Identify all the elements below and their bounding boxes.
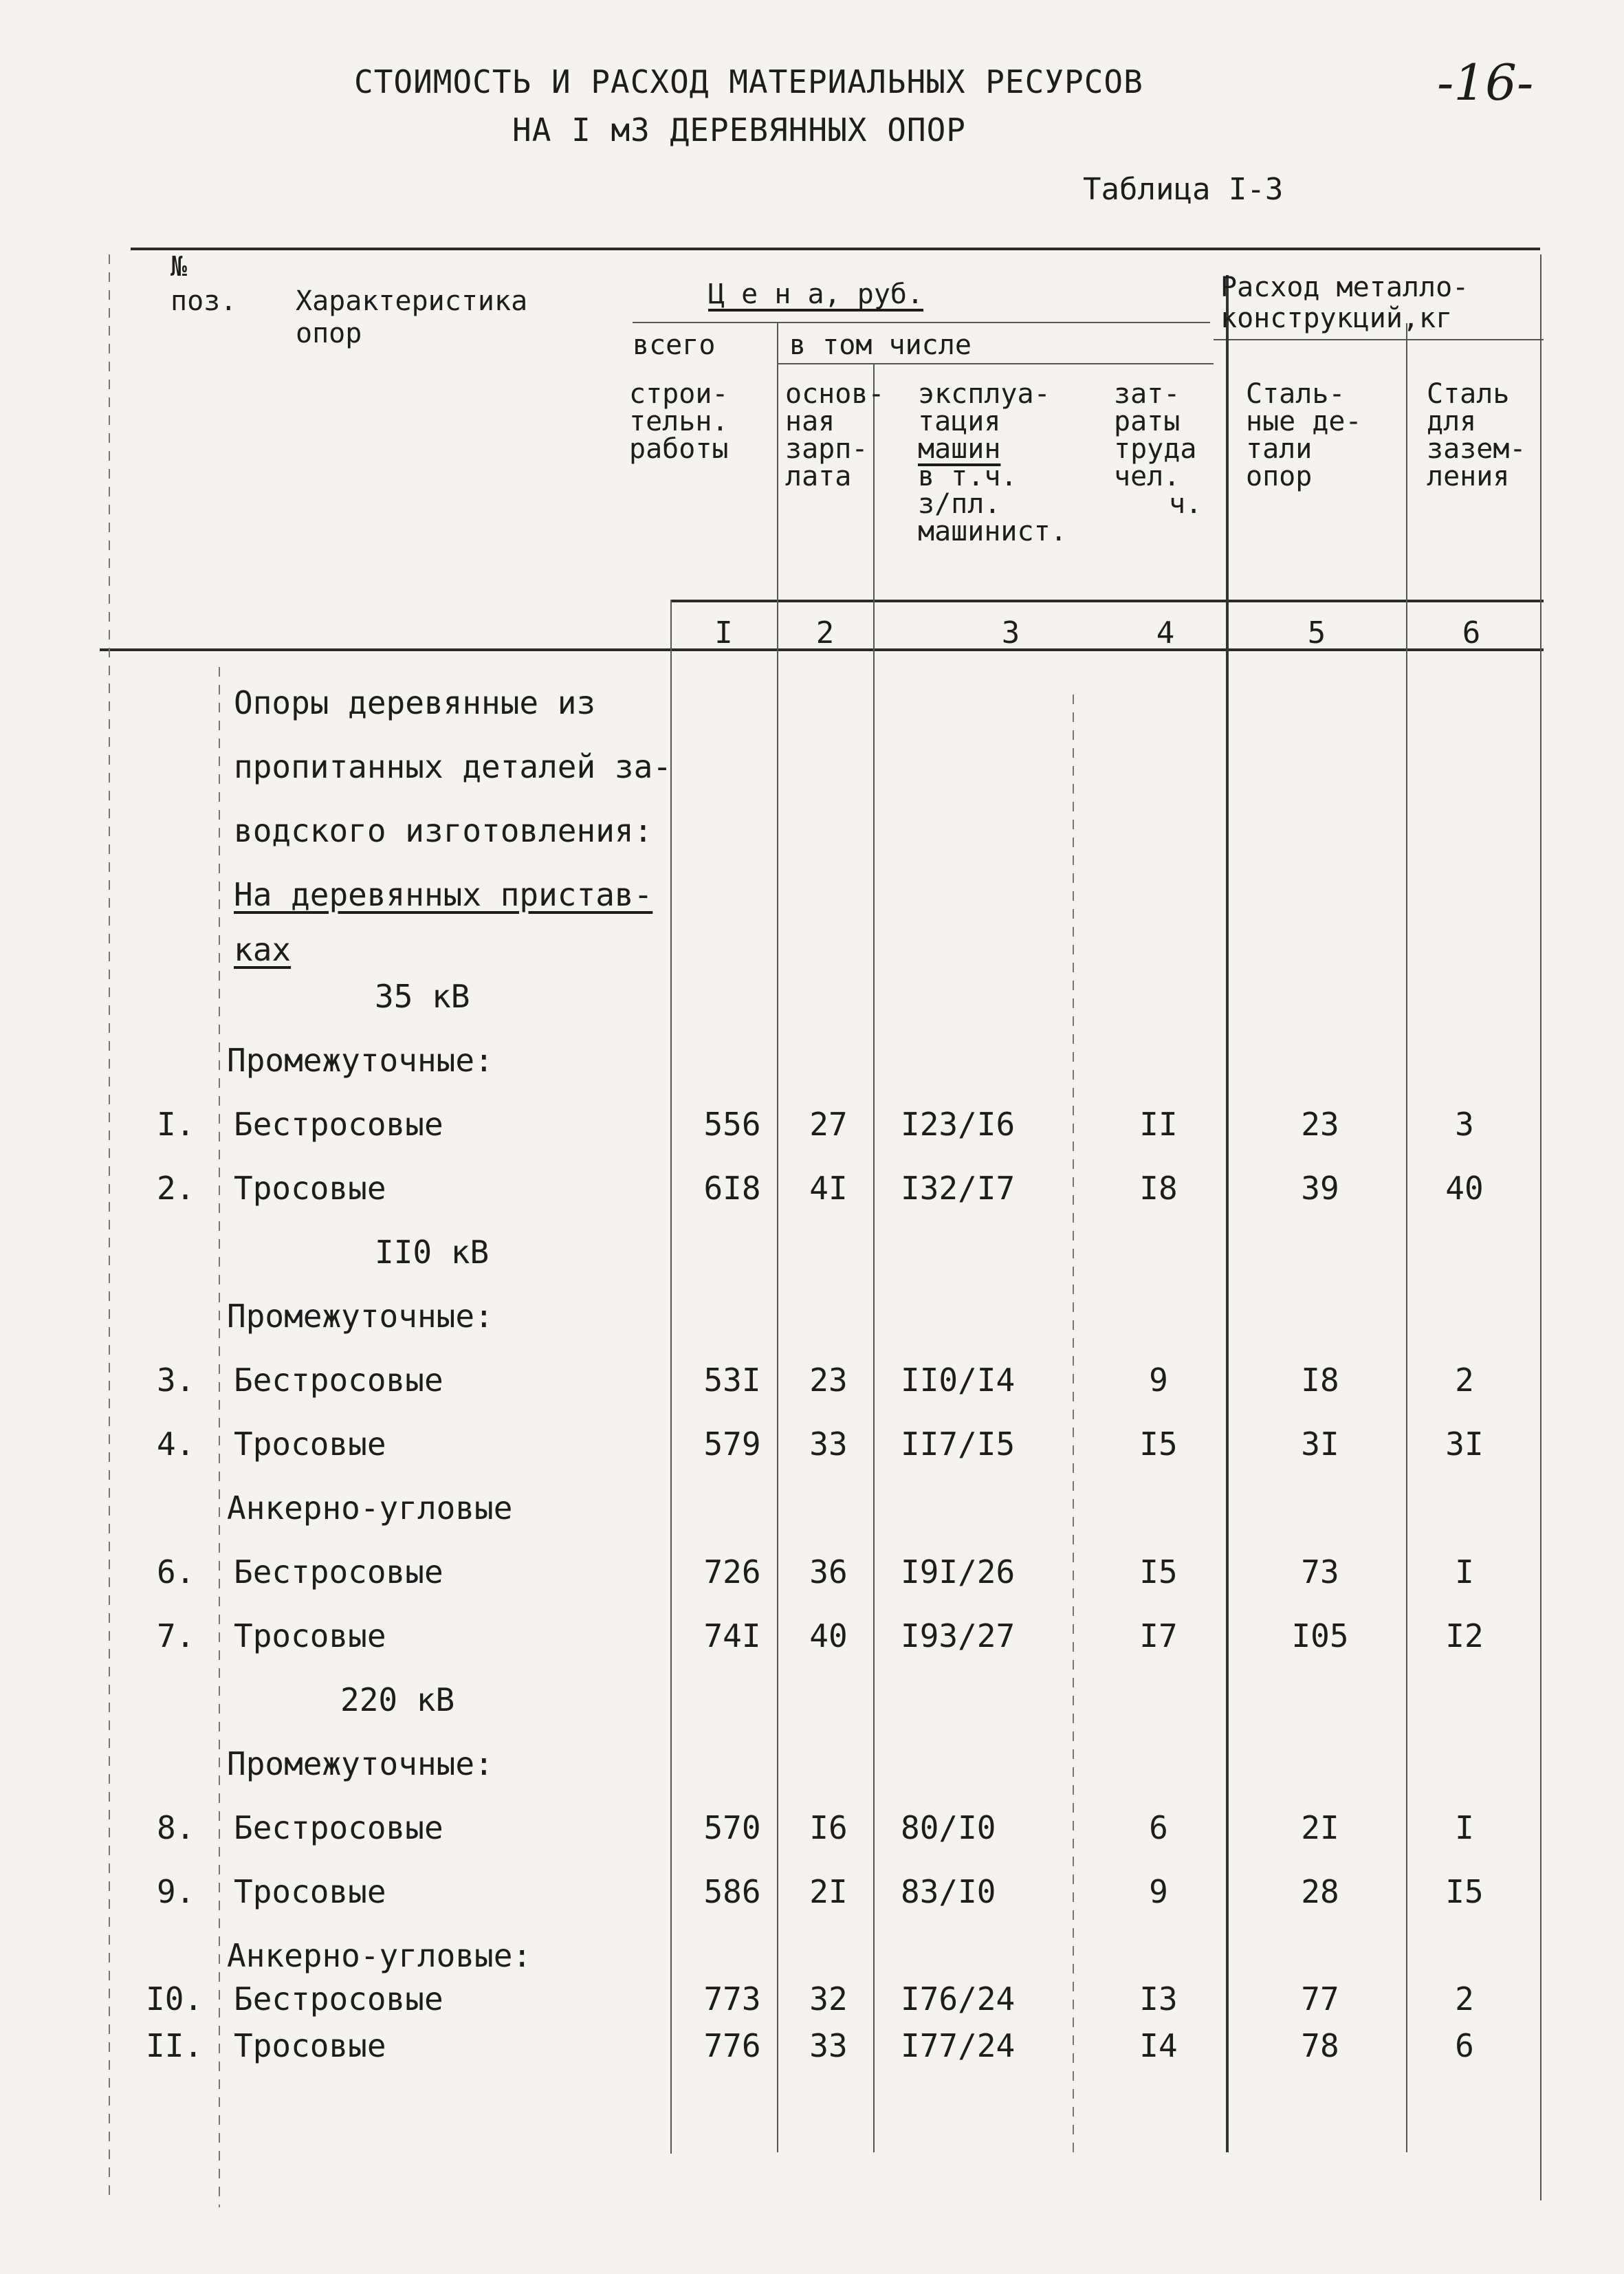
section-110kv: II0 кВ	[375, 1234, 490, 1271]
header-price: Ц е н а, руб.	[708, 278, 924, 310]
column-number-3: 3	[1001, 615, 1020, 651]
header-c3-a: эксплуа-	[918, 378, 1051, 410]
row-pos: I0.	[146, 1980, 204, 2018]
header-c3-b: тация	[918, 406, 1001, 437]
intro-line-4: На деревянных пристав-	[234, 876, 653, 913]
document-title-line1: СТОИМОСТЬ И РАСХОД МАТЕРИАЛЬНЫХ РЕСУРСОВ	[354, 63, 1143, 100]
row-c6: 6	[1455, 2027, 1474, 2064]
row-c3: I76/24	[901, 1980, 1016, 2018]
header-c4-c: труда	[1114, 433, 1197, 465]
header-c1-b: тельн.	[629, 406, 729, 437]
row-c2: 40	[809, 1617, 848, 1654]
row-name: Тросовые	[234, 1617, 386, 1654]
header-c6-a: Сталь	[1427, 378, 1510, 410]
col3-left-line	[873, 364, 875, 2152]
row-c1: 773	[703, 1980, 761, 2018]
row-pos: 8.	[157, 1809, 195, 1846]
header-consumption-a: Расход металло-	[1220, 272, 1469, 303]
row-c6: 3I	[1445, 1425, 1484, 1463]
row-c2: 27	[809, 1106, 848, 1143]
row-c1: 726	[703, 1553, 761, 1590]
column-number-5: 5	[1307, 615, 1326, 651]
header-characteristic: Характеристика	[296, 285, 528, 317]
header-c2-d: лата	[785, 461, 852, 492]
row-name: Тросовые	[234, 1873, 386, 1910]
row-name: Тросовые	[234, 1425, 386, 1463]
header-including: в том числе	[789, 329, 972, 361]
header-c4-a: зат-	[1114, 378, 1181, 410]
row-c2: 2I	[809, 1873, 848, 1910]
col4-left-line	[1073, 695, 1074, 2152]
row-c2: 23	[809, 1362, 848, 1399]
row-pos: 7.	[157, 1617, 195, 1654]
row-name: Бестросовые	[234, 1553, 443, 1590]
right-border-line	[1540, 254, 1541, 2200]
page-number: -16-	[1437, 54, 1534, 111]
header-c3-f: машинист.	[918, 516, 1067, 547]
row-c5: I8	[1301, 1362, 1339, 1399]
row-c1: 53I	[703, 1362, 761, 1399]
header-c3-d: в т.ч.	[918, 461, 1018, 492]
column-number-2: 2	[815, 615, 835, 651]
row-c6: I5	[1445, 1873, 1484, 1910]
row-c4: I3	[1139, 1980, 1178, 2018]
row-c2: 4I	[809, 1170, 848, 1207]
intro-line-3: водского изготовления:	[234, 812, 653, 849]
row-c6: I2	[1445, 1617, 1484, 1654]
including-rule	[777, 363, 1214, 364]
consumption-subheader-rule	[1214, 339, 1544, 340]
header-characteristic-b: опор	[296, 318, 362, 349]
col6-left-line	[1406, 323, 1407, 2152]
column-number-4: 4	[1156, 615, 1175, 651]
row-c2: 33	[809, 1425, 848, 1463]
header-c5-d: опор	[1246, 461, 1313, 492]
row-c4: 6	[1149, 1809, 1168, 1846]
row-pos: 9.	[157, 1873, 195, 1910]
row-c1: 556	[703, 1106, 761, 1143]
section-intermediate-35: Промежуточные:	[227, 1042, 494, 1079]
col2-left-line	[777, 323, 778, 2152]
row-c3: 83/I0	[901, 1873, 996, 1910]
column-number-1: I	[714, 615, 733, 651]
row-c4: I7	[1139, 1617, 1178, 1654]
header-pos: поз.	[171, 285, 237, 317]
section-220kv: 220 кВ	[340, 1681, 455, 1718]
header-c3-c: машин	[918, 433, 1001, 465]
document-title-line2: НА I м3 ДЕРЕВЯННЫХ ОПОР	[512, 111, 966, 149]
row-pos: II.	[146, 2027, 204, 2064]
row-c5: 73	[1301, 1553, 1339, 1590]
table-top-rule	[131, 248, 1540, 250]
header-c2-b: ная	[785, 406, 835, 437]
row-name: Бестросовые	[234, 1106, 443, 1143]
header-c4-e: ч.	[1169, 488, 1203, 520]
row-c4: 9	[1149, 1873, 1168, 1910]
row-c1: 6I8	[703, 1170, 761, 1207]
row-c5: I05	[1291, 1617, 1349, 1654]
row-c2: I6	[809, 1809, 848, 1846]
row-name: Бестросовые	[234, 1809, 443, 1846]
row-c6: 2	[1455, 1980, 1474, 2018]
pos-column-line	[219, 667, 220, 2207]
header-c2-c: зарп-	[785, 433, 868, 465]
intro-line-5: ках	[234, 931, 292, 968]
row-c4: I5	[1139, 1425, 1178, 1463]
left-border-line	[109, 254, 110, 2200]
header-c6-c: зазем-	[1427, 433, 1526, 465]
table-label: Таблица I-3	[1083, 172, 1284, 207]
row-c2: 33	[809, 2027, 848, 2064]
header-c4-b: раты	[1114, 406, 1181, 437]
col1-left-line	[670, 600, 672, 2154]
row-pos: 3.	[157, 1362, 195, 1399]
row-c1: 74I	[703, 1617, 761, 1654]
row-c3: I9I/26	[901, 1553, 1016, 1590]
column-number-6: 6	[1462, 615, 1481, 651]
row-c3: I93/27	[901, 1617, 1016, 1654]
row-c4: II	[1139, 1106, 1178, 1143]
row-c3: II0/I4	[901, 1362, 1016, 1399]
row-c3: 80/I0	[901, 1809, 996, 1846]
header-c6-b: для	[1427, 406, 1477, 437]
header-c6-d: ления	[1427, 461, 1510, 492]
row-c1: 570	[703, 1809, 761, 1846]
row-c5: 78	[1301, 2027, 1339, 2064]
header-consumption-b: конструкций,кг	[1220, 303, 1453, 334]
section-intermediate-220: Промежуточные:	[227, 1745, 494, 1782]
row-c1: 586	[703, 1873, 761, 1910]
header-pos-number: №	[171, 251, 188, 283]
row-pos: 6.	[157, 1553, 195, 1590]
header-bottom-rule	[670, 600, 1544, 602]
row-c4: 9	[1149, 1362, 1168, 1399]
row-name: Тросовые	[234, 2027, 386, 2064]
row-c4: I5	[1139, 1553, 1178, 1590]
row-c3: I77/24	[901, 2027, 1016, 2064]
row-c4: I4	[1139, 2027, 1178, 2064]
row-c5: 28	[1301, 1873, 1339, 1910]
header-c2-a: основ-	[785, 378, 885, 410]
row-pos: 4.	[157, 1425, 195, 1463]
row-c6: I	[1455, 1553, 1474, 1590]
header-c4-d: чел.	[1114, 461, 1181, 492]
row-c6: 3	[1455, 1106, 1474, 1143]
header-c5-c: тали	[1246, 433, 1313, 465]
row-c5: 23	[1301, 1106, 1339, 1143]
header-c3-e: з/пл.	[918, 488, 1001, 520]
row-c3: I32/I7	[901, 1170, 1016, 1207]
row-c5: 39	[1301, 1170, 1339, 1207]
row-c3: I23/I6	[901, 1106, 1016, 1143]
row-name: Бестросовые	[234, 1362, 443, 1399]
row-c6: 2	[1455, 1362, 1474, 1399]
intro-line-2: пропитанных деталей за-	[234, 748, 672, 785]
row-c2: 36	[809, 1553, 848, 1590]
row-c5: 2I	[1301, 1809, 1339, 1846]
row-c5: 77	[1301, 1980, 1339, 2018]
section-35kv: 35 кВ	[375, 978, 470, 1015]
row-pos: I.	[157, 1106, 195, 1143]
col5-left-line	[1226, 275, 1229, 2152]
row-c3: II7/I5	[901, 1425, 1016, 1463]
header-c1-c: работы	[629, 433, 729, 465]
price-subheader-rule	[633, 322, 1210, 323]
section-intermediate-110: Промежуточные:	[227, 1298, 494, 1335]
section-anchor-110: Анкерно-угловые	[227, 1489, 513, 1527]
row-name: Тросовые	[234, 1170, 386, 1207]
row-c6: 40	[1445, 1170, 1484, 1207]
row-c1: 776	[703, 2027, 761, 2064]
section-anchor-220: Анкерно-угловые:	[227, 1937, 532, 1974]
header-c5-a: Сталь-	[1246, 378, 1346, 410]
row-c5: 3I	[1301, 1425, 1339, 1463]
row-name: Бестросовые	[234, 1980, 443, 2018]
intro-line-1: Опоры деревянные из	[234, 684, 596, 721]
row-c1: 579	[703, 1425, 761, 1463]
header-c5-b: ные де-	[1246, 406, 1362, 437]
row-c4: I8	[1139, 1170, 1178, 1207]
header-total: всего	[633, 329, 716, 361]
header-c1-a: строи-	[629, 378, 729, 410]
row-c2: 32	[809, 1980, 848, 2018]
row-pos: 2.	[157, 1170, 195, 1207]
row-c6: I	[1455, 1809, 1474, 1846]
